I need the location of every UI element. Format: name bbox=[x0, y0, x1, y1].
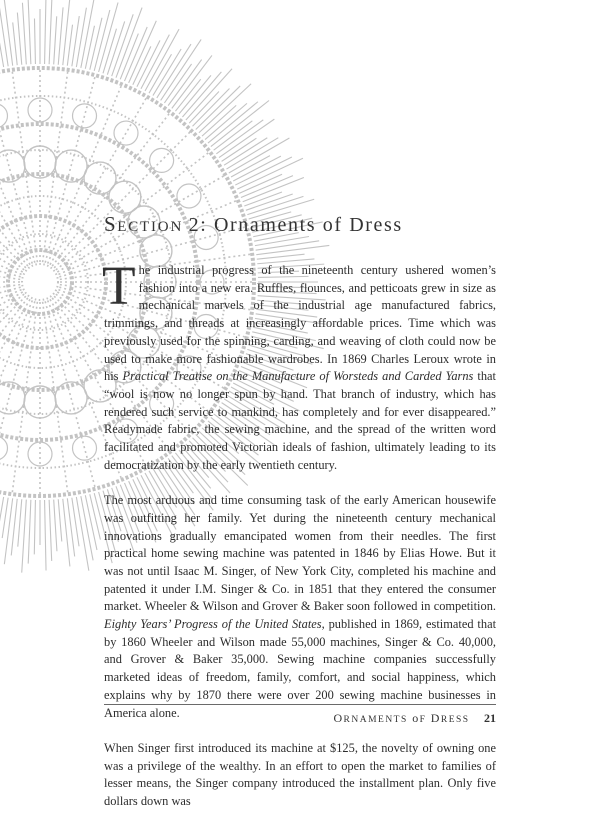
book-title-leroux: Practical Treatise on the Manufacture of Worsteds and Carded Yarns bbox=[122, 369, 474, 384]
body-text bbox=[102, 255, 497, 828]
paragraph-1-text-a: he industrial progress of the nineteenth century ushered women’s fashion into a new era. Ruffles, flounces, and petticoats grew in size as mechanical marvels of the industrial age manufactured fabrics, trimmings, and threads at increasingly affordable prices. Time which was previously used for the spinning, carding, and weaving of cloth could now be used to make more fashionable wardrobes. In 1869 Charles Leroux wrote in his bbox=[104, 263, 496, 384]
page-number: 21 bbox=[484, 711, 496, 725]
paragraph-3 bbox=[104, 740, 496, 811]
section-heading bbox=[104, 212, 403, 237]
book-title-eighty-years: Eighty Years’ Progress of the United States, bbox=[104, 617, 325, 632]
footer-rule bbox=[104, 704, 496, 705]
paragraph-1 bbox=[102, 255, 496, 474]
drop-cap: T bbox=[102, 255, 136, 316]
paragraph-2-text-a: The most arduous and time consuming task of the early American housewife was outfitting her family. Yet during the nineteenth century mechanical innovations gradually emancipated women from their needles. The first practical home sewing machine was patented in 1846 by Elias Howe. But it was not until Isaac M. Singer, of New York City, completed his machine and patented it under I.M. Singer & Co. in 1851 that they entered the consumer market. Wheeler & Wilson and Grover & Baker soon followed in competition. bbox=[104, 493, 496, 614]
running-title: ORNAMENTS oF DRESS bbox=[333, 711, 470, 725]
running-footer bbox=[333, 711, 496, 726]
section-title: Ornaments of Dress bbox=[214, 214, 403, 236]
paragraph-2 bbox=[104, 492, 496, 722]
paragraph-2-text-b: published in 1869, estimated that by 1860 Wheeler and Wilson made 55,000 machines, Singer & Co. 40,000, and Grover & Baker 35,000. Sewing machine companies successfully marketed ideas of freedom, family, comfort, and social happiness, which explains why by 1870 there were over 200 sewing machine businesses in America alone. bbox=[104, 617, 497, 720]
paragraph-1-text-b: that “wool is now no longer spun by hand. That branch of industry, which has rendered such service to mankind, has completely and for ever disappeared.” Readymade fabric, the sewing machine, and the spread of the written word facilitated and promoted Victorian ideals of fashion, ultimately leading to its democratization by the early twentieth century. bbox=[104, 369, 496, 472]
section-prefix: SECTION 2: bbox=[104, 212, 208, 236]
paragraph-3-text: When Singer first introduced its machine at $125, the novelty of owning one was a privilege of the wealthy. In an effort to open the market to families of lesser means, the Singer company introduced the installment plan. Only five dollars down was bbox=[104, 740, 496, 809]
